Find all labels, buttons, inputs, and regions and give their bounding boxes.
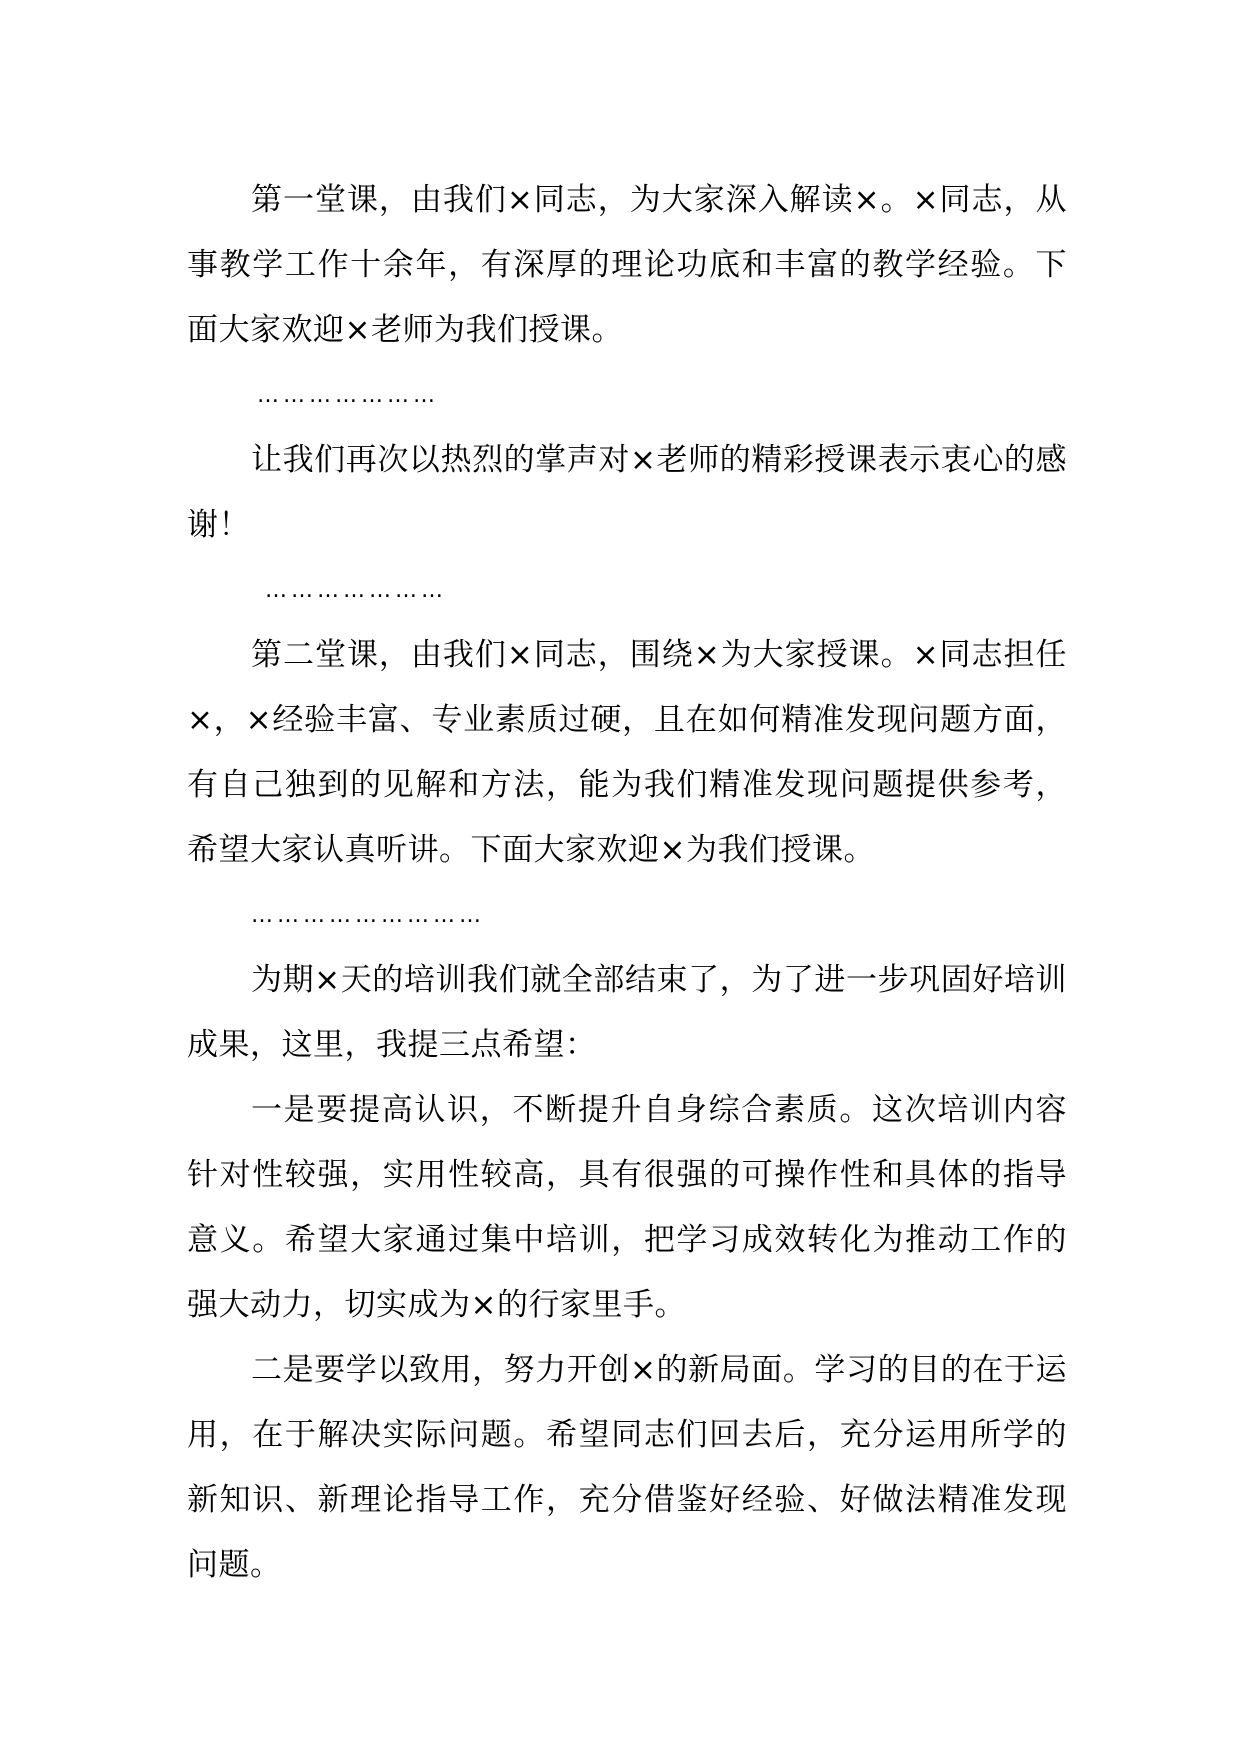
paragraph-first-lesson: 第一堂课，由我们×同志，为大家深入解读×。×同志，从事教学工作十余年，有深厚的理论功底和丰富的教学经验。下面大家欢迎×老师为我们授课。 xyxy=(187,182,1067,348)
document-body xyxy=(187,168,1067,1598)
paragraph-second-lesson: 第二堂课，由我们×同志，围绕×为大家授课。×同志担任×，×经验丰富、专业素质过硬，且在如何精准发现问题方面，有自己独到的见解和方法，能为我们精准发现问题提供参考，希望大家认真听讲。下面大家欢迎×为我们授课。 xyxy=(187,637,1067,868)
ellipsis-separator: ………………… xyxy=(265,578,447,603)
paragraph-hope-two: 二是要学以致用，努力开创×的新局面。学习的目的在于运用，在于解决实际问题。希望同志们回去后，充分运用所学的新知识、新理论指导工作，充分借鉴好经验、好做法精准发现问题。 xyxy=(187,1352,1067,1583)
ellipsis-separator: ………………… xyxy=(257,383,439,408)
paragraph-thanks: 让我们再次以热烈的掌声对×老师的精彩授课表示衷心的感谢！ xyxy=(187,442,1067,543)
ellipsis-separator: ……………………… xyxy=(251,903,485,928)
paragraph-closing-intro: 为期×天的培训我们就全部结束了，为了进一步巩固好培训成果，这里，我提三点希望： xyxy=(187,962,1067,1063)
paragraph-hope-one: 一是要提高认识，不断提升自身综合素质。这次培训内容针对性较强，实用性较高，具有很强的可操作性和具体的指导意义。希望大家通过集中培训，把学习成效转化为推动工作的强大动力，切实成为×的行家里手。 xyxy=(187,1092,1067,1323)
